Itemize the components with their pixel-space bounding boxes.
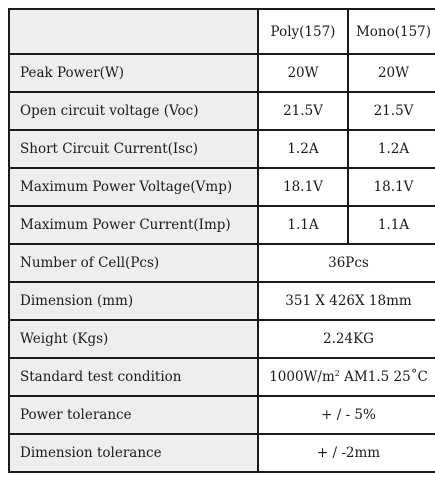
cell-mono-isc: 1.2A [348, 130, 435, 168]
table-row [9, 206, 435, 244]
spec-table [8, 8, 435, 473]
table-row [9, 358, 435, 396]
row-label-stc: Standard test condition [9, 358, 258, 396]
table-row [9, 434, 435, 472]
row-label-isc: Short Circuit Current(Isc) [9, 130, 258, 168]
row-label-vmp: Maximum Power Voltage(Vmp) [9, 168, 258, 206]
cell-poly-vmp: 18.1V [258, 168, 348, 206]
table-row [9, 396, 435, 434]
cell-cells-value: 36Pcs [258, 244, 435, 282]
column-header-poly: Poly(157) [258, 9, 348, 54]
row-label-weight: Weight (Kgs) [9, 320, 258, 358]
cell-mono-peak-power: 20W [348, 54, 435, 92]
cell-stc-value [258, 358, 435, 396]
table-row [9, 168, 435, 206]
cell-poly-isc: 1.2A [258, 130, 348, 168]
table-row [9, 282, 435, 320]
row-label-power-tolerance: Power tolerance [9, 396, 258, 434]
column-header-mono: Mono(157) [348, 9, 435, 54]
table-row [9, 54, 435, 92]
row-label-dimension: Dimension (mm) [9, 282, 258, 320]
cell-poly-imp: 1.1A [258, 206, 348, 244]
stc-am-temp: AM1.5 25˚C [339, 369, 428, 385]
stc-superscript: 2 [334, 369, 340, 378]
row-label-imp: Maximum Power Current(Imp) [9, 206, 258, 244]
cell-power-tolerance-value: + / - 5% [258, 396, 435, 434]
row-label-dimension-tolerance: Dimension tolerance [9, 434, 258, 472]
header-row [9, 9, 435, 54]
cell-mono-vmp: 18.1V [348, 168, 435, 206]
stc-irradiance: 1000W/m [269, 369, 335, 385]
row-label-peak-power: Peak Power(W) [9, 54, 258, 92]
table-row [9, 130, 435, 168]
table-row [9, 92, 435, 130]
row-label-voc: Open circuit voltage (Voc) [9, 92, 258, 130]
table-row [9, 320, 435, 358]
cell-poly-peak-power: 20W [258, 54, 348, 92]
header-corner-cell [9, 9, 258, 54]
row-label-cells: Number of Cell(Pcs) [9, 244, 258, 282]
cell-dimension-tolerance-value: + / -2mm [258, 434, 435, 472]
table-row [9, 244, 435, 282]
cell-mono-voc: 21.5V [348, 92, 435, 130]
cell-dimension-value: 351 X 426X 18mm [258, 282, 435, 320]
cell-poly-voc: 21.5V [258, 92, 348, 130]
cell-weight-value: 2.24KG [258, 320, 435, 358]
cell-mono-imp: 1.1A [348, 206, 435, 244]
